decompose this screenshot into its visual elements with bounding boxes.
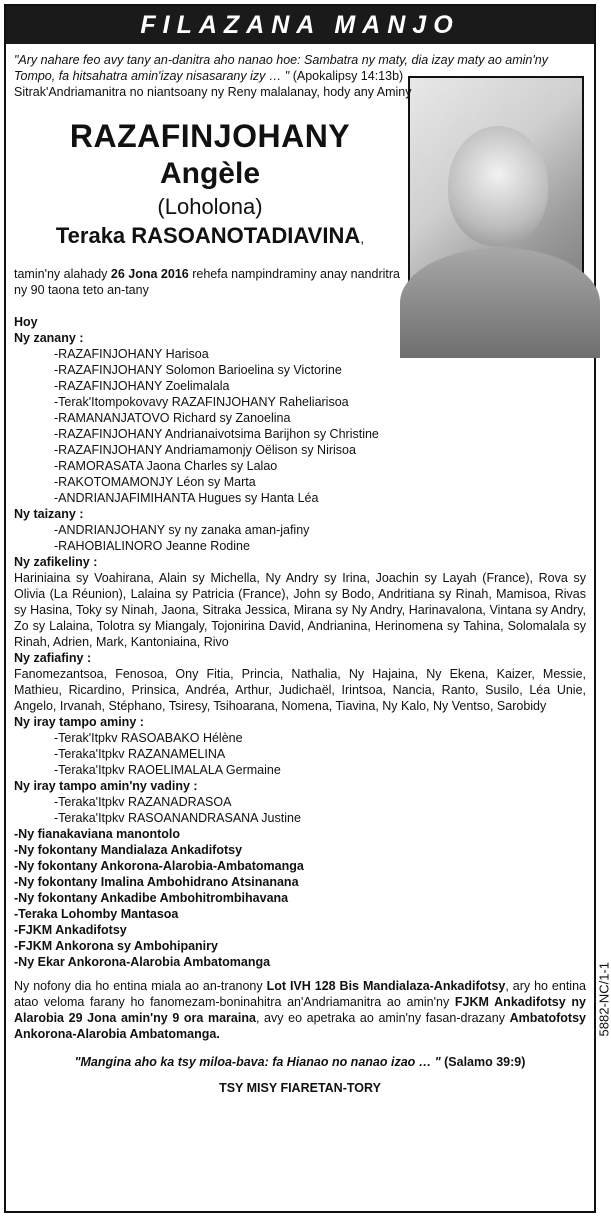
iray-tampo-colon: : [136, 715, 144, 729]
list-item: -RAHOBIALINORO Jeanne Rodine [54, 539, 250, 553]
zafikeliny-heading [14, 554, 586, 570]
zanany-label: Ny zanany [14, 331, 76, 345]
zanany-list [14, 346, 586, 506]
list-item: -Terak'Itompokovavy RAZAFINJOHANY Raheliarisoa [54, 395, 349, 409]
funeral-text-1: Ny nofony dia ho entina miala ao an-tranony [14, 979, 267, 993]
closing-ref: (Salamo 39:9) [440, 1055, 526, 1069]
iray-tampo-heading [14, 714, 586, 730]
iray-tampo-vadiny-heading [14, 778, 586, 794]
list-item: -Teraka'Itpkv RAZANADRASOA [54, 795, 232, 809]
death-statement [14, 266, 406, 298]
group-item: -Ny fokontany Mandialaza Ankadifotsy [14, 843, 243, 857]
zafiafiny-colon: : [83, 651, 92, 665]
list-item: -RAZAFINJOHANY Andriamamonjy Oëlison sy Nirisoa [54, 443, 356, 457]
taizany-label: Ny taizany [14, 507, 76, 521]
death-date: 26 Jona 2016 [110, 267, 189, 281]
death-post: rehefa nampindraminy anay nandritra ny 90 taona teto an-tany [14, 267, 400, 297]
zanany-colon: : [75, 331, 84, 345]
funeral-text-2: , ary ho entina atao veloma farany ho fanomezam-boninahitra an'Andriamanitra ao amin'ny [14, 979, 586, 1009]
zafiafiny-label: Ny zafiafiny [14, 651, 84, 665]
closing-quote [14, 1054, 586, 1070]
list-item: -ANDRIANJAFIMIHANTA Hugues sy Hanta Léa [54, 491, 319, 505]
taizany-colon: : [75, 507, 84, 521]
list-item: -RAZAFINJOHANY Zoelimalala [54, 379, 230, 393]
group-item: -Ny Ekar Ankorona-Alarobia Ambatomanga [14, 955, 271, 969]
list-item: -RAZAFINJOHANY Solomon Barioelina sy Victorine [54, 363, 342, 377]
deceased-widow-of [14, 222, 406, 252]
quote-text: "Ary nahare feo avy tany an-danitra aho nanao hoe: Sambatra ny maty, dia izay maty ao amin'ny Tompo, fa hitsahatra amin'izay nisasarany izy … " [14, 53, 548, 83]
taizany-heading [14, 506, 586, 522]
reference-code: 5882-NC/1-1 [596, 962, 611, 1037]
zafikeliny-colon: : [89, 555, 98, 569]
funeral-service: FJKM Ankadifotsy ny Alarobia 29 Jona amin'ny 9 ora maraina [14, 995, 586, 1025]
funeral-burial: Ambatofotsy Ankorona-Alarobia Ambatomanga. [14, 1011, 586, 1041]
group-item: -Ny fokontany Imalina Ambohidrano Atsinanana [14, 875, 299, 889]
death-pre: tamin'ny alahady [14, 267, 111, 281]
list-item: -Teraka'Itpkv RAOELIMALALA Germaine [54, 763, 281, 777]
list-item: -RAZAFINJOHANY Harisoa [54, 347, 209, 361]
iray-tampo-vadiny-colon: : [189, 779, 198, 793]
deceased-first-name: Angèle [159, 157, 261, 190]
iray-tampo-vadiny-list [14, 794, 586, 826]
list-item: -ANDRIANJOHANY sy ny zanaka aman-jafiny [54, 523, 310, 537]
list-item: -RAMANANJATOVO Richard sy Zanoelina [54, 411, 291, 425]
list-item: -Teraka'Itpkv RASOANANDRASANA Justine [54, 811, 301, 825]
announcement-line: Sitrak'Andriamanitra no niantsoany ny Reny malalanay, hody any Aminy [14, 85, 412, 99]
obituary-notice [4, 4, 611, 1213]
group-item: -FJKM Ankorona sy Ambohipaniry [14, 939, 218, 953]
deceased-name-block [14, 116, 406, 252]
zanany-heading [14, 330, 586, 346]
zafikeliny-label: Ny zafikeliny [14, 555, 90, 569]
group-item: -Ny fokontany Ankadibe Ambohitrombihavana [14, 891, 289, 905]
notice-content [14, 52, 586, 1096]
group-item: -Teraka Lohomby Mantasoa [14, 907, 179, 921]
iray-tampo-list [14, 730, 586, 778]
deceased-alias: (Loholona) [157, 194, 263, 219]
list-item: -Teraka'Itpkv RAZANAMELINA [54, 747, 226, 761]
groups-list [14, 826, 586, 970]
funeral-details [14, 978, 586, 1042]
list-item: -RAMORASATA Jaona Charles sy Lalao [54, 459, 278, 473]
opening-quote [14, 52, 586, 84]
closing-text: "Mangina aho ka tsy miloa-bava: fa Hianao no nanao izao … " [74, 1055, 441, 1069]
quote-ref: (Apokalipsy 14:13b) [289, 69, 404, 83]
list-item: -RAZAFINJOHANY Andrianaivotsima Barijhon sy Christine [54, 427, 379, 441]
funeral-text-3: , avy eo apetraka ao amin'ny fasan-drazany [255, 1011, 510, 1025]
taizany-list [14, 522, 586, 554]
deceased-surname: RAZAFINJOHANY [69, 118, 351, 154]
zafiafiny-heading [14, 650, 586, 666]
list-item: -Terak'Itpkv RASOABAKO Hélène [54, 731, 243, 745]
widow-suffix: , [360, 230, 365, 246]
group-item: -Ny fianakaviana manontolo [14, 827, 181, 841]
iray-tampo-vadiny-label: Ny iray tampo amin'ny vadiny [14, 779, 190, 793]
banner-title: FILAZANA MANJO [6, 6, 594, 44]
widow-name: Teraka RASOANOTADIAVINA [55, 223, 361, 248]
zafiafiny-text: Fanomezantsoa, Fenosoa, Ony Fitia, Princia, Nathalia, Ny Hajaina, Ny Ekena, Kaizer, Messie, Mathieu, Ricardino, Prinsica, Andréa, Arthur, Judichaël, Irintsoa, Nancia, Ranto, Susilo, Léa Unie, Angelo, Irvanah, Stéphano, Tsiresy, Tsihoarana, Nomena, Tiavina, Ny Kalo, Ny Ventso, Sarobidy [14, 667, 586, 713]
group-item: -Ny fokontany Ankorona-Alarobia-Ambatomanga [14, 859, 304, 873]
group-item: -FJKM Ankadifotsy [14, 923, 127, 937]
iray-tampo-label: Ny iray tampo aminy [14, 715, 137, 729]
zafikeliny-text: Hariniaina sy Voahirana, Alain sy Michella, Ny Andry sy Irina, Joachin sy Layah (France), Rova sy Olivia (La Réunion), Lalaina sy Patricia (France), John sy Bodo, Andritiana sy Rinah, Mamisoa, Rivas sy Hasina, Toky sy Ninah, Jaona, Sitraka Jessica, Mirana sy Ny Andry, Harinavalona, Vintana sy Andry, Zo sy Lalaina, Tolotra sy Miangaly, Tojonirina David, Andrianina, Herinomena sy Tahina, Solomalala sy Rinah, Adrien, Mark, Kantoniaina, Rivo [14, 571, 586, 649]
hoy-label: Hoy [14, 315, 38, 329]
funeral-address: Lot IVH 128 Bis Mandialaza-Ankadifotsy [266, 979, 506, 993]
list-item: -RAKOTOMAMONJY Léon sy Marta [54, 475, 256, 489]
footer-note: TSY MISY FIARETAN-TORY [219, 1081, 381, 1095]
